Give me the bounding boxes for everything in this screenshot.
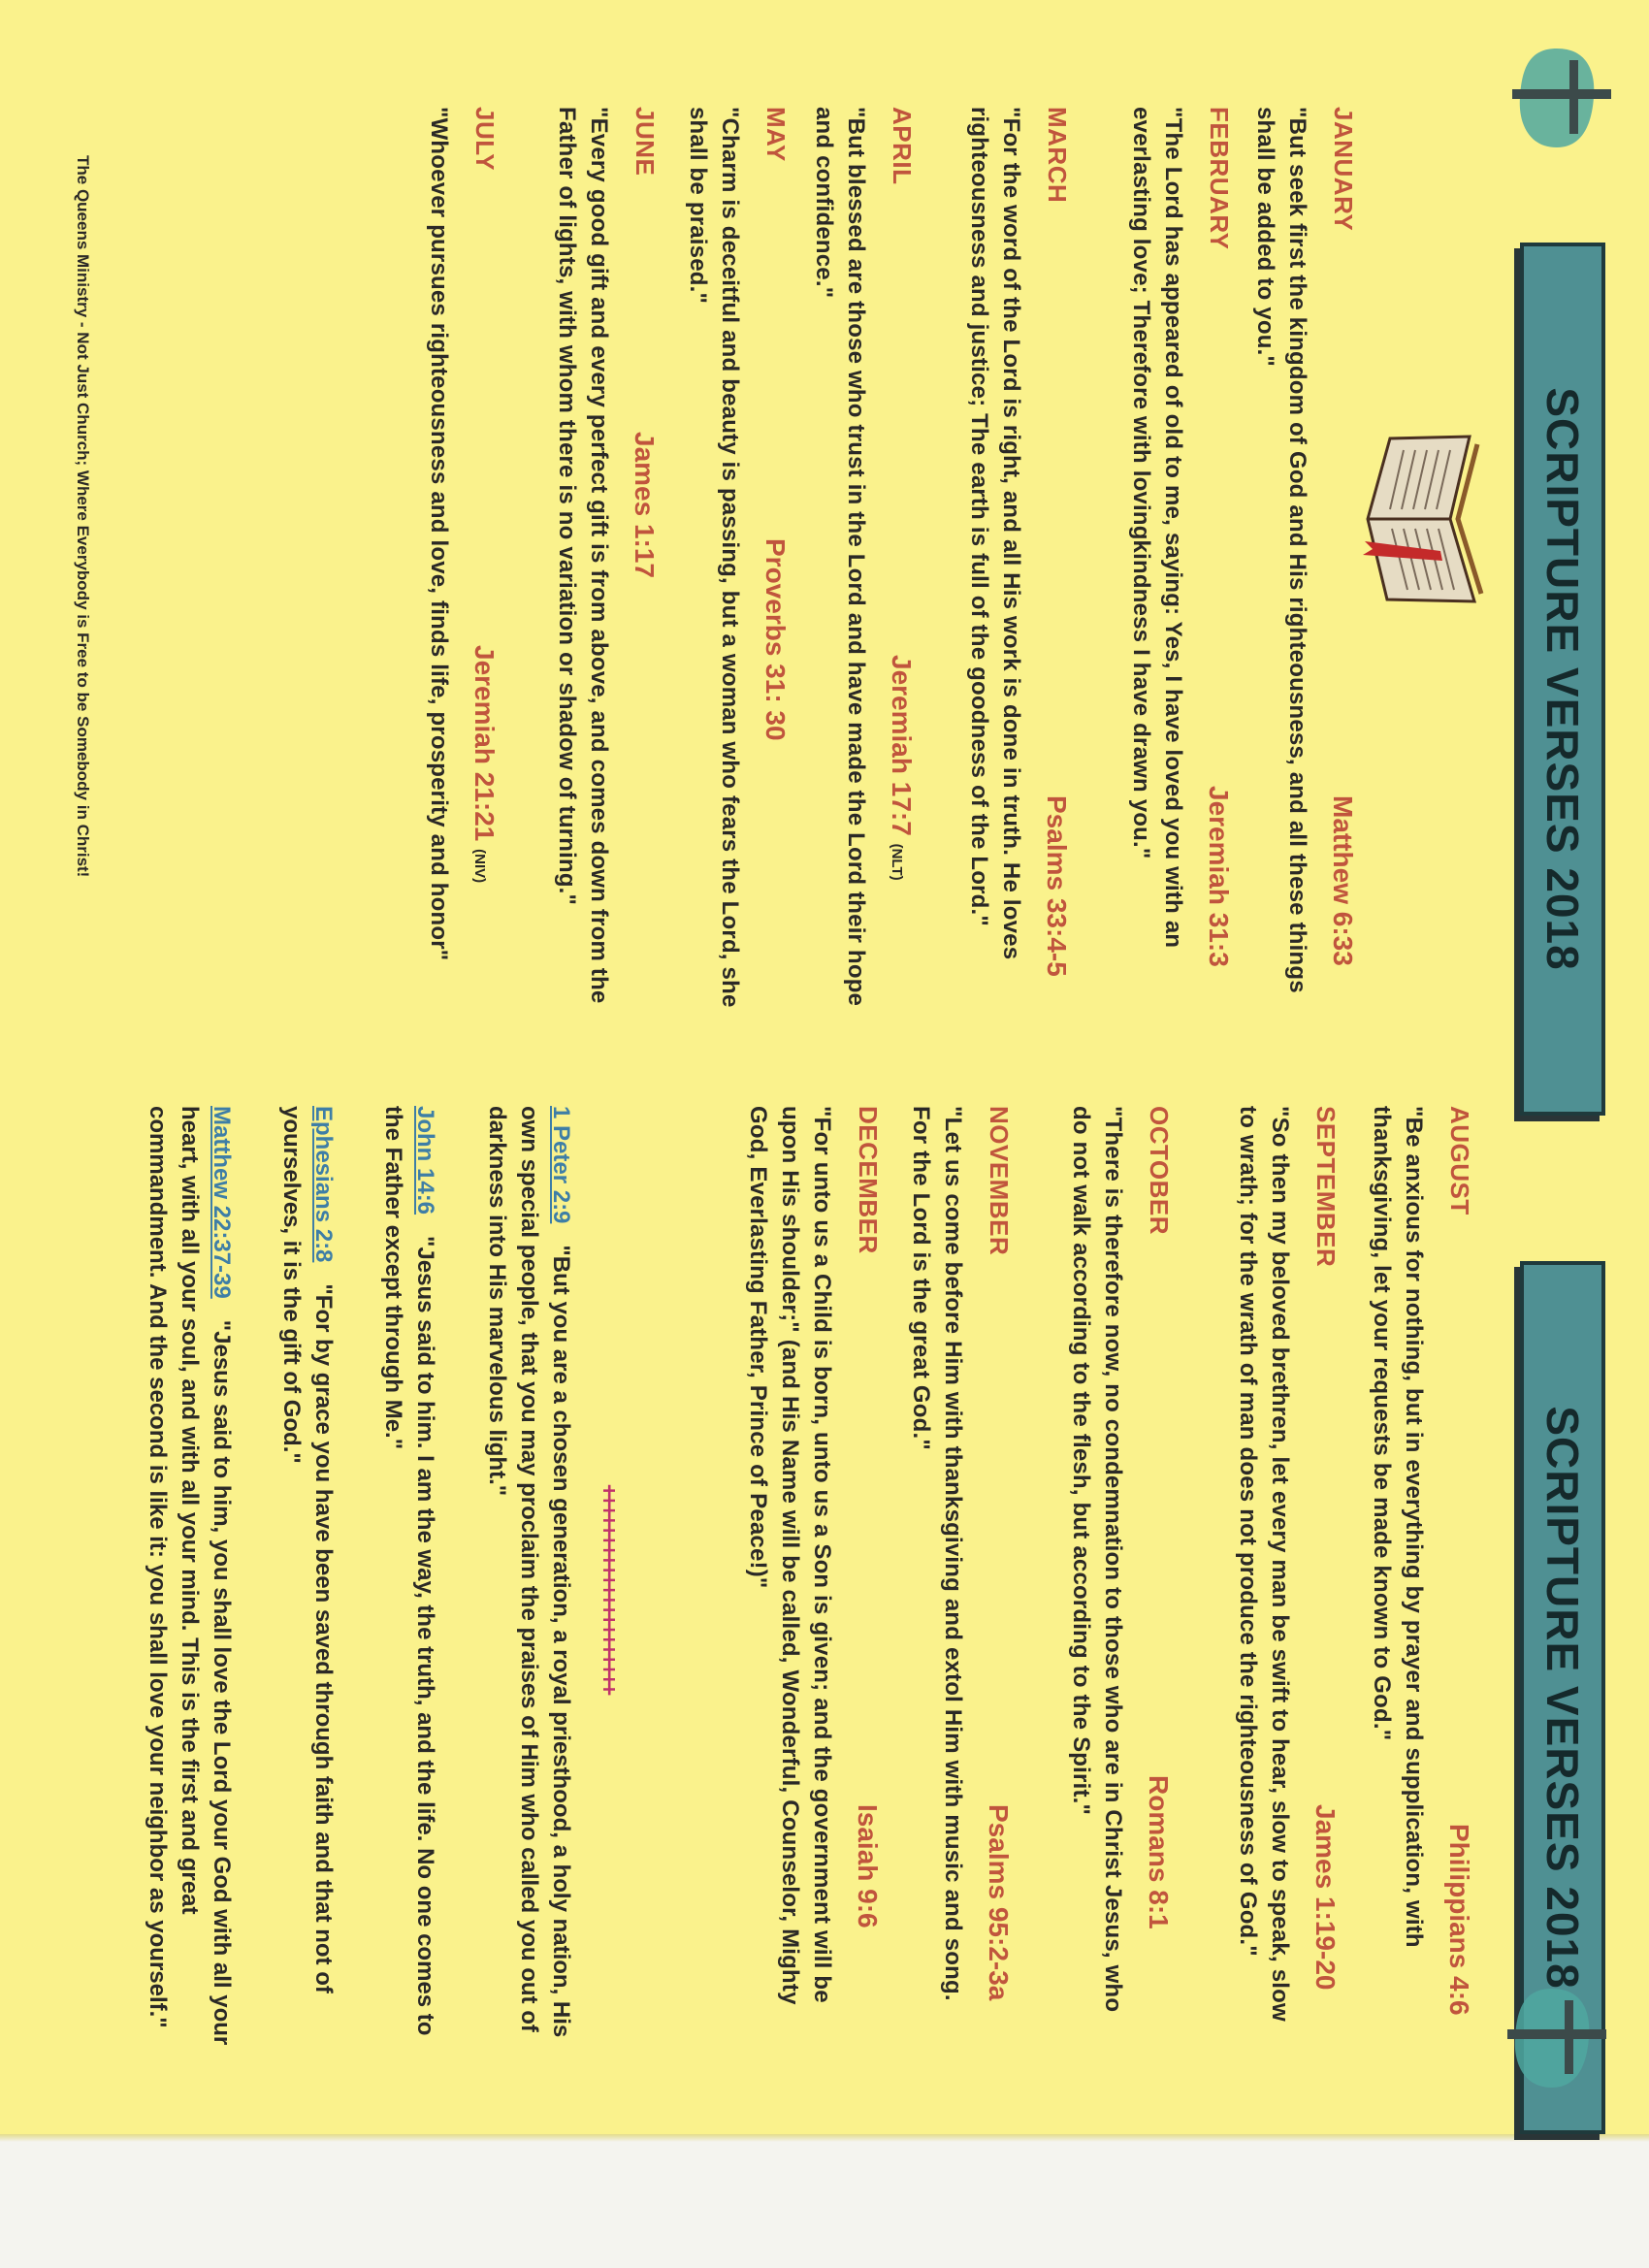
verse-text: "So then my beloved brethren, let every man be swift to hear, slow to speak, slow to wrath; for the wrath of man does not produce the righteousness of God." bbox=[1235, 1106, 1293, 2022]
scripture-reference: Jeremiah 17:7 (NLT) bbox=[887, 655, 917, 881]
banner-title: SCRIPTURE VERSES 2018 bbox=[1537, 387, 1588, 971]
scripture-reference: Ephesians 2:8 bbox=[310, 1106, 337, 1263]
verse-text: "But you are a chosen generation, a royal priesthood, a holy nation, His own special people, that you may proclaim the praises of Him who called you out of darkness into His marvelous light." bbox=[484, 1106, 574, 2038]
verse-text: "Every good gift and every perfect gift is from above, and comes down from the Father of lights, with whom there is no variation or shadow of turning." bbox=[554, 107, 612, 1004]
verse-text: "Whoever pursues righteousness and love, finds life, prosperity and honor" bbox=[426, 107, 452, 961]
scripture-reference: James 1:19-20 bbox=[1310, 1804, 1341, 1991]
scripture-reference: Jeremiah 21:21 (NIV) bbox=[469, 645, 500, 884]
verse-text: "For by grace you have been saved through faith and that not of yourselves, it is the gift of God." bbox=[278, 1106, 337, 1993]
scripture-reference: Proverbs 31: 30 bbox=[760, 538, 791, 741]
right-panel bbox=[0, 1067, 1649, 2134]
verse-text: "Jesus said to him. I am the way, the truth, and the life. No one comes to the Father except through Me." bbox=[380, 1106, 438, 2036]
open-bible-icon bbox=[1363, 427, 1499, 611]
banner-title: SCRIPTURE VERSES 2018 bbox=[1537, 1406, 1588, 1990]
extra-verse bbox=[275, 1106, 340, 2076]
sheet-edge bbox=[0, 2134, 1649, 2142]
month-heading: AUGUST bbox=[1445, 1106, 1474, 1215]
verse-entry-march bbox=[963, 107, 1072, 1009]
verse-text: "Charm is deceitful and beauty is passing, but a woman who fears the Lord, she shall be praised." bbox=[685, 107, 743, 1008]
scripture-reference: 1 Peter 2:9 bbox=[548, 1106, 574, 1224]
month-heading: SEPTEMBER bbox=[1311, 1106, 1341, 1268]
scripture-reference: Psalms 95:2-3a bbox=[984, 1804, 1014, 2001]
month-heading: JULY bbox=[470, 107, 500, 172]
cross-icon bbox=[1508, 39, 1615, 155]
verse-entry-september bbox=[1232, 1106, 1341, 2037]
month-heading: MAY bbox=[761, 107, 791, 162]
month-heading: APRIL bbox=[888, 107, 917, 185]
verse-entry-august bbox=[1366, 1106, 1474, 2037]
scripture-reference: Matthew 6:33 bbox=[1328, 795, 1358, 966]
verse-entry-december bbox=[742, 1106, 883, 2037]
cross-icon bbox=[1504, 1979, 1610, 2095]
verse-text: "There is therefore now, no condemnation to those who are in Christ Jesus, who do not walk according to the flesh, but according to the Spirit." bbox=[1068, 1106, 1126, 2013]
scripture-reference: John 14:6 bbox=[412, 1106, 438, 1215]
scripture-reference: Philippians 4:6 bbox=[1444, 1824, 1474, 2016]
ministry-footer: The Queens Ministry - Not Just Church; Where Everybody is Free to be Somebody in Christ! bbox=[74, 155, 92, 878]
month-heading: DECEMBER bbox=[854, 1106, 883, 1254]
extra-verse bbox=[481, 1106, 577, 2076]
verse-text: "Let us come before Him with thanksgiving and extol Him with music and song. For the Lord is the great God." bbox=[908, 1106, 966, 2001]
left-panel bbox=[0, 0, 1649, 1048]
month-heading: OCTOBER bbox=[1145, 1106, 1174, 1236]
scripture-reference: Psalms 33:4-5 bbox=[1042, 795, 1072, 977]
title-banner bbox=[1520, 243, 1605, 1116]
verse-entry-october bbox=[1065, 1106, 1174, 2037]
extra-verse bbox=[377, 1106, 441, 2076]
verse-text: "For unto us a Child is born, unto us a Son is given; and the government will be upon His shoulder;" (and His Name will be called, Wonderful, Counselor, Mighty God, Everlasting Father, Prince of Peace!)" bbox=[745, 1106, 835, 2005]
scripture-reference: Romans 8:1 bbox=[1144, 1775, 1174, 1929]
month-heading: JANUARY bbox=[1329, 107, 1358, 232]
month-heading: JUNE bbox=[630, 107, 660, 177]
verse-entry-november bbox=[905, 1106, 1014, 2037]
scripture-reference: Jeremiah 31:3 bbox=[1204, 786, 1234, 967]
verse-entry-february bbox=[1125, 107, 1234, 1009]
verse-text: "But blessed are those who trust in the Lord and have made the Lord their hope and confidence." bbox=[811, 107, 869, 1007]
verse-text: "The Lord has appeared of old to me, saying: Yes, I have loved you with an everlasting love; Therefore with lovingkindness I have drawn you." bbox=[1128, 107, 1186, 949]
month-heading: MARCH bbox=[1043, 107, 1072, 204]
verse-text: "Be anxious for nothing, but in everything by prayer and supplication, with thanksgiving, let your requests be made known to God." bbox=[1369, 1106, 1427, 1948]
verse-entry-june bbox=[551, 107, 660, 1009]
decorative-divider: +++++++++++++++++++++ bbox=[597, 1484, 621, 1694]
month-heading: NOVEMBER bbox=[985, 1106, 1014, 1256]
verse-entry-july bbox=[423, 107, 500, 1009]
scripture-reference: James 1:17 bbox=[630, 432, 660, 579]
month-heading: FEBRUARY bbox=[1205, 107, 1234, 250]
verse-text: "But seek first the kingdom of God and His righteousness, and all these things shall be added to you." bbox=[1252, 107, 1310, 993]
scripture-reference: Isaiah 9:6 bbox=[853, 1804, 883, 1928]
verse-text: "Jesus said to him, you shall love the Lord your God with all your heart, with all your soul, and with all your mind. This is the first and great commandment. And the second is like it: you shall love your neighbor as yourself." bbox=[145, 1106, 235, 2046]
verse-entry-january bbox=[1249, 107, 1358, 1009]
scripture-reference: Matthew 22:37-39 bbox=[209, 1106, 235, 1299]
extra-verse bbox=[142, 1106, 238, 2076]
verse-text: "For the word of the Lord is right, and all His work is done in truth. He loves righteousness and justice; The earth is full of the goodness of the Lord." bbox=[966, 107, 1024, 960]
verse-entry-may bbox=[682, 107, 791, 1009]
verse-entry-april bbox=[808, 107, 917, 1009]
